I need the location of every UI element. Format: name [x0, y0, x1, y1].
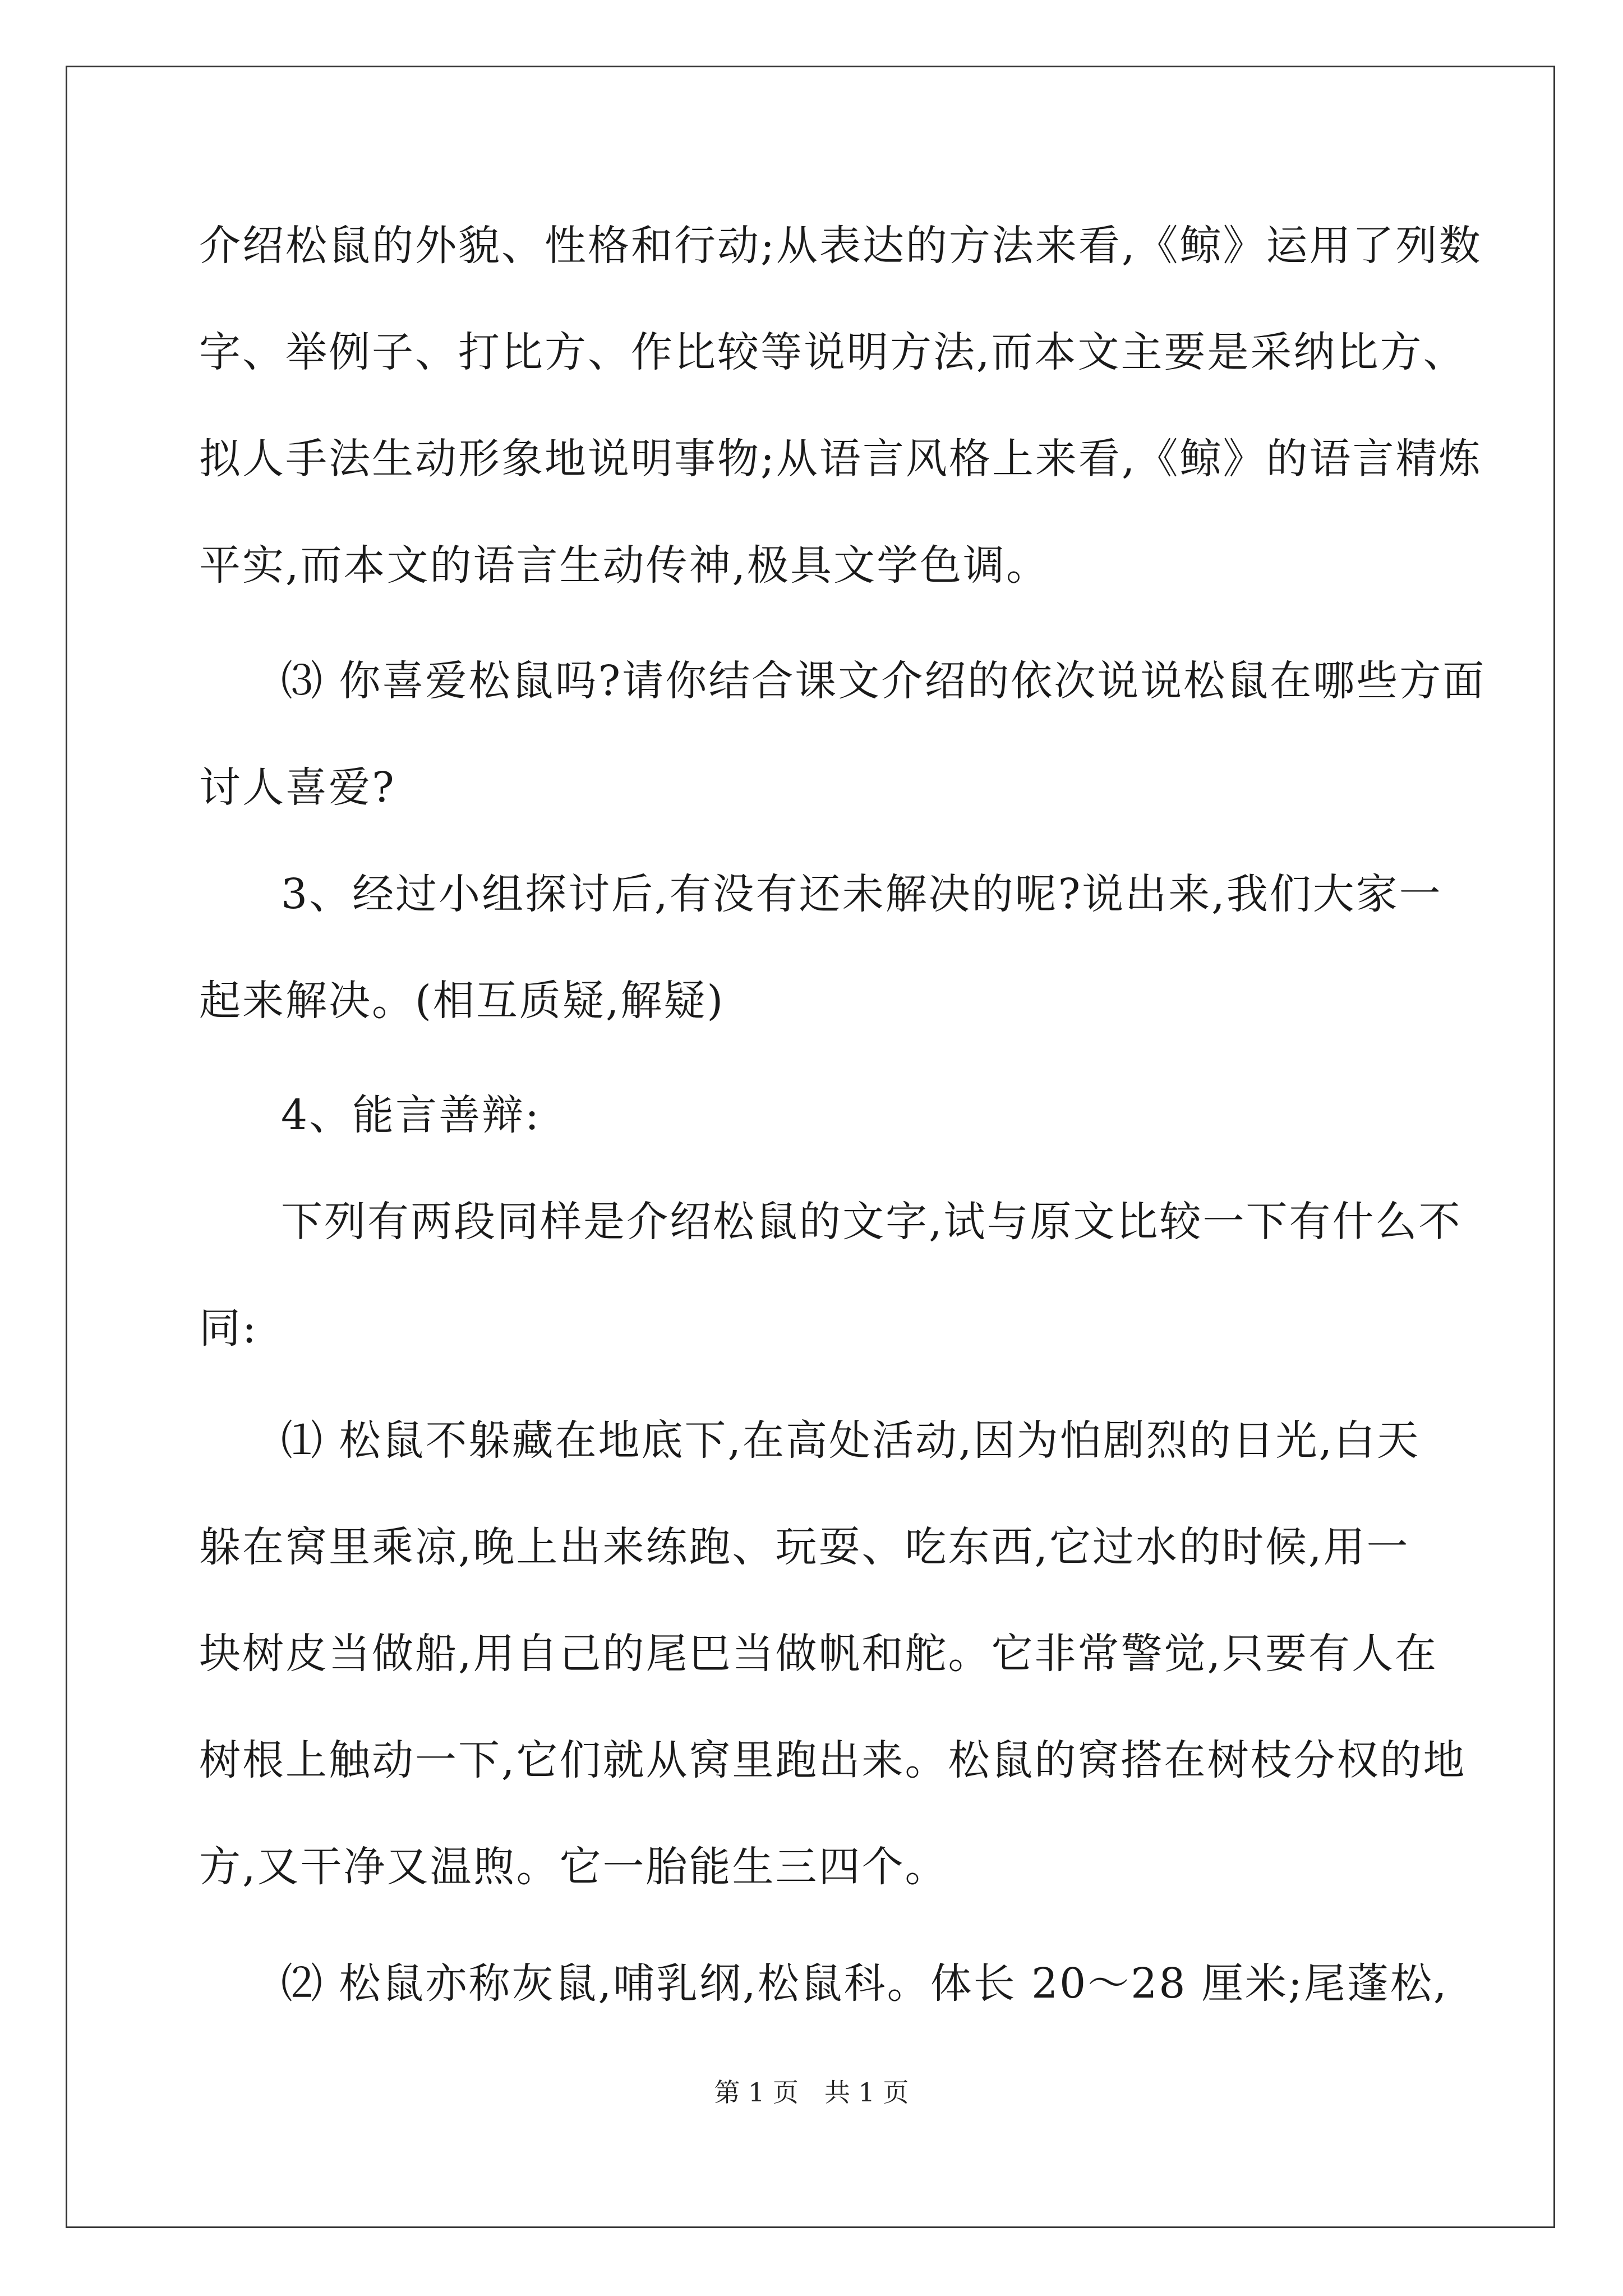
page-border	[66, 66, 1555, 2228]
text-line: 块树皮当做船,用自己的尾巴当做帆和舵。它非常警觉,只要有人在	[199, 1630, 1438, 1678]
text-line: 3、经过小组探讨后,有没有还未解决的呢?说出来,我们大家一	[281, 870, 1442, 918]
text-line: 讨人喜爱?	[199, 763, 396, 812]
text-line: 字、举例子、打比方、作比较等说明方法,而本文主要是采纳比方、	[199, 328, 1467, 376]
text-line: 下列有两段同样是介绍松鼠的文字,试与原文比较一下有什么不	[281, 1198, 1462, 1246]
text-line: 拟人手法生动形象地说明事物;从语言风格上来看,《鲸》的语言精炼	[199, 435, 1482, 483]
text-line: ⑵ 松鼠亦称灰鼠,哺乳纲,松鼠科。体长 20～28 厘米;尾蓬松,	[281, 1959, 1449, 2008]
text-line: 4、能言善辩:	[281, 1091, 541, 1139]
page-number: 第 1 页 共 1 页	[714, 2077, 909, 2108]
text-line: 树根上触动一下,它们就从窝里跑出来。松鼠的窝搭在树枝分权的地	[199, 1736, 1467, 1784]
text-line: ⑴ 松鼠不躲藏在地底下,在高处活动,因为怕剧烈的日光,白天	[281, 1416, 1421, 1465]
text-line: 躲在窝里乘凉,晚上出来练跑、玩耍、吃东西,它过水的时候,用一	[199, 1523, 1410, 1571]
text-line: 介绍松鼠的外貌、性格和行动;从表达的方法来看,《鲸》运用了列数	[199, 222, 1482, 270]
text-line: 平实,而本文的语言生动传神,极具文学色调。	[199, 541, 1050, 590]
text-line: ⑶ 你喜爱松鼠吗?请你结合课文介绍的依次说说松鼠在哪些方面	[281, 657, 1486, 705]
text-line: 同:	[199, 1304, 258, 1352]
text-line: 起来解决。(相互质疑,解疑)	[199, 977, 725, 1025]
text-line: 方,又干净又温煦。它一胎能生三四个。	[199, 1843, 948, 1891]
